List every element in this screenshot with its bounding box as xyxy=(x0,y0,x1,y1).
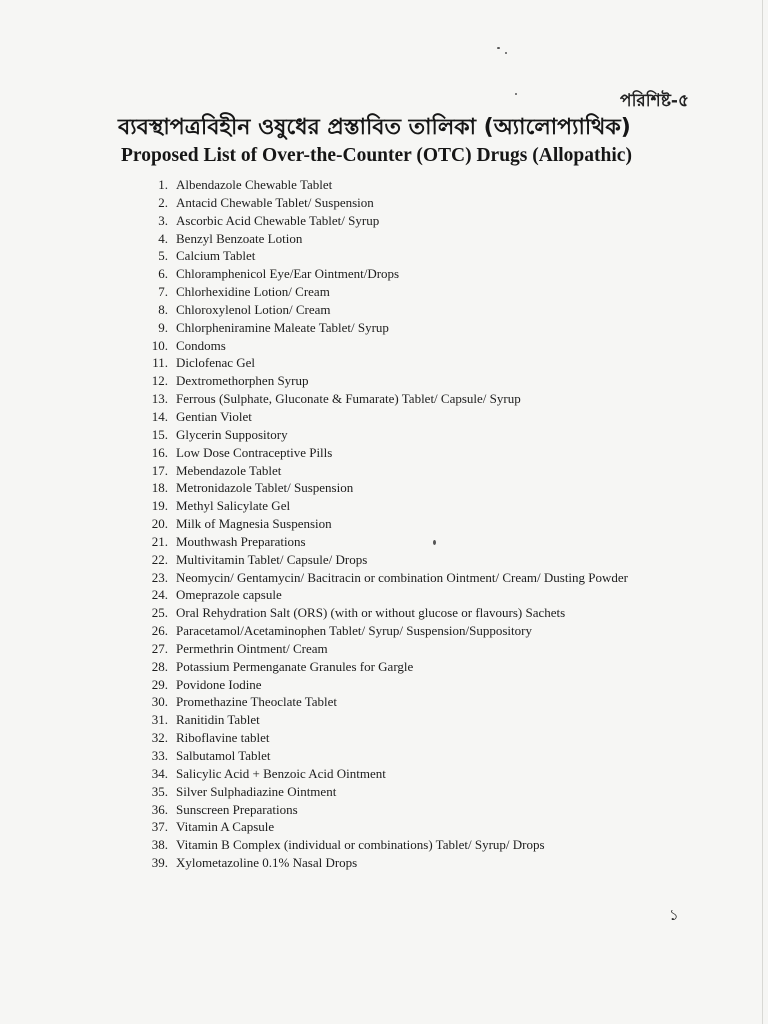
drug-number: 19. xyxy=(151,498,168,514)
drug-name: Permethrin Ointment/ Cream xyxy=(176,640,328,656)
title-bengali: ব্যবস্থাপত্রবিহীন ওষুধের প্রস্তাবিত তালিকা (অ্যালোপ্যাথিক) xyxy=(118,115,631,140)
drug-list-item xyxy=(138,372,628,390)
drug-list-item xyxy=(138,604,628,622)
drug-number: 35. xyxy=(151,783,168,799)
scan-speck xyxy=(515,93,517,95)
appendix-label: পরিশিষ্ট-৫ xyxy=(620,91,689,111)
drug-number: 11. xyxy=(152,355,168,371)
drug-number: 10. xyxy=(151,337,168,353)
drug-number: 2. xyxy=(158,194,168,210)
page-number: ১ xyxy=(669,906,679,924)
drug-name: Multivitamin Tablet/ Capsule/ Drops xyxy=(176,551,368,567)
drug-number: 33. xyxy=(151,748,168,763)
drug-number: 9. xyxy=(158,319,168,335)
drug-number: 13. xyxy=(151,391,168,407)
title-english: Proposed List of Over-the-Counter (OTC) Drugs (Allopathic) xyxy=(121,145,632,166)
drug-number: 21. xyxy=(151,533,168,549)
drug-name: Diclofenac Gel xyxy=(176,355,256,371)
drug-list-item xyxy=(138,194,628,212)
drug-name: Ranitidin Tablet xyxy=(176,712,260,728)
drug-list-item xyxy=(138,658,628,676)
drug-name: Promethazine Theoclate Tablet xyxy=(176,694,338,710)
drug-name: Glycerin Suppository xyxy=(176,426,288,442)
drug-number: 34. xyxy=(151,765,168,781)
drug-name: Metronidazole Tablet/ Suspension xyxy=(176,480,354,496)
drug-list-item xyxy=(138,497,628,515)
drug-list-item xyxy=(138,640,628,658)
drug-list-item xyxy=(138,479,628,497)
drug-number: 8. xyxy=(158,301,168,317)
drug-name: Povidone Iodine xyxy=(176,676,262,692)
scan-speck xyxy=(505,52,507,54)
drug-list-item xyxy=(138,444,628,462)
drug-name: Neomycin/ Gentamycin/ Bacitracin or combination Ointment/ Cream/ Dusting Powder xyxy=(176,569,629,585)
drug-name: Silver Sulphadiazine Ointment xyxy=(176,783,337,799)
drug-number: 3. xyxy=(158,212,168,228)
drug-name: Sunscreen Preparations xyxy=(176,801,298,817)
drug-name: Dextromethorphen Syrup xyxy=(176,373,309,389)
drug-list-item xyxy=(138,301,628,319)
drug-list-item xyxy=(138,426,628,444)
drug-number: 36. xyxy=(151,801,168,817)
drug-number: 6. xyxy=(158,266,168,282)
drug-name: Riboflavine tablet xyxy=(176,730,270,746)
drug-name: Antacid Chewable Tablet/ Suspension xyxy=(176,194,374,210)
drug-list-item xyxy=(138,390,628,408)
drug-number: 39. xyxy=(151,855,168,871)
drug-list-item xyxy=(138,783,628,801)
drug-list-item xyxy=(138,551,628,569)
drug-list-item xyxy=(138,176,628,194)
drug-name: Salicylic Acid + Benzoic Acid Ointment xyxy=(176,765,386,781)
drug-list-item xyxy=(138,818,628,836)
drug-list-item xyxy=(138,765,628,783)
drug-name: Mebendazole Tablet xyxy=(176,462,282,478)
drug-list-item xyxy=(138,676,628,694)
drug-number: 30. xyxy=(151,694,168,710)
drug-number: 28. xyxy=(151,658,168,674)
drug-list xyxy=(138,176,628,872)
drug-number: 23. xyxy=(151,569,168,585)
drug-name: Ferrous (Sulphate, Gluconate & Fumarate) Tablet/ Capsule/ Syrup xyxy=(176,391,521,407)
drug-number: 38. xyxy=(151,837,168,853)
drug-name: Chloroxylenol Lotion/ Cream xyxy=(176,301,331,317)
drug-list-item xyxy=(138,319,628,337)
page-edge-line xyxy=(762,0,763,1024)
drug-name: Mouthwash Preparations xyxy=(176,533,306,549)
drug-name: Milk of Magnesia Suspension xyxy=(176,516,332,532)
drug-name: Gentian Violet xyxy=(176,408,252,424)
drug-list-item xyxy=(138,354,628,372)
drug-name: Paracetamol/Acetaminophen Tablet/ Syrup/ Suspension/Suppository xyxy=(176,623,532,639)
drug-number: 20. xyxy=(151,516,168,532)
drug-list-item xyxy=(138,265,628,283)
drug-number: 1. xyxy=(158,177,168,192)
drug-number: 27. xyxy=(151,640,168,656)
drug-name: Potassium Permenganate Granules for Gargle xyxy=(176,658,414,674)
drug-number: 18. xyxy=(151,480,168,496)
drug-number: 15. xyxy=(151,426,168,442)
drug-number: 12. xyxy=(151,373,168,389)
drug-name: Salbutamol Tablet xyxy=(176,748,271,763)
drug-list-item xyxy=(138,212,628,230)
drug-list-item xyxy=(138,283,628,301)
drug-number: 37. xyxy=(151,819,168,835)
drug-list-item xyxy=(138,408,628,426)
drug-list-item xyxy=(138,622,628,640)
drug-list-item xyxy=(138,462,628,480)
drug-name: Chlorhexidine Lotion/ Cream xyxy=(176,284,330,300)
scan-speck xyxy=(497,47,500,49)
drug-name: Vitamin A Capsule xyxy=(176,819,275,835)
drug-name: Vitamin B Complex (individual or combinations) Tablet/ Syrup/ Drops xyxy=(176,837,545,853)
drug-list-item xyxy=(138,801,628,819)
drug-list-item xyxy=(138,693,628,711)
drug-list-item xyxy=(138,729,628,747)
drug-name: Condoms xyxy=(176,337,226,353)
drug-name: Xylometazoline 0.1% Nasal Drops xyxy=(176,855,358,871)
drug-number: 32. xyxy=(151,730,168,746)
drug-number: 26. xyxy=(151,623,168,639)
drug-number: 16. xyxy=(151,444,168,460)
drug-number: 31. xyxy=(151,712,168,728)
drug-number: 14. xyxy=(151,408,168,424)
drug-name: Albendazole Chewable Tablet xyxy=(176,177,333,192)
drug-name: Omeprazole capsule xyxy=(176,587,282,603)
drug-name: Oral Rehydration Salt (ORS) (with or without glucose or flavours) Sachets xyxy=(176,605,566,621)
drug-list-item xyxy=(138,747,628,765)
drug-number: 4. xyxy=(158,230,168,246)
drug-number: 7. xyxy=(158,284,168,300)
drug-name: Calcium Tablet xyxy=(176,248,256,264)
drug-list-item xyxy=(138,586,628,604)
drug-list-item xyxy=(138,836,628,854)
drug-number: 17. xyxy=(151,462,168,478)
drug-number: 29. xyxy=(151,676,168,692)
drug-name: Chloramphenicol Eye/Ear Ointment/Drops xyxy=(176,266,400,282)
drug-number: 24. xyxy=(151,587,168,603)
drug-name: Ascorbic Acid Chewable Tablet/ Syrup xyxy=(176,212,380,228)
drug-list-item xyxy=(138,854,628,872)
drug-name: Methyl Salicylate Gel xyxy=(176,498,291,514)
drug-list-item xyxy=(138,569,628,587)
drug-list-item xyxy=(138,515,628,533)
drug-list-item xyxy=(138,230,628,248)
drug-name: Chlorpheniramine Maleate Tablet/ Syrup xyxy=(176,319,389,335)
drug-list-item xyxy=(138,337,628,355)
drug-list-item xyxy=(138,711,628,729)
drug-name: Benzyl Benzoate Lotion xyxy=(176,230,303,246)
drug-list-item xyxy=(138,533,628,551)
drug-number: 5. xyxy=(158,248,168,264)
drug-list-item xyxy=(138,247,628,265)
drug-number: 25. xyxy=(151,605,168,621)
drug-name: Low Dose Contraceptive Pills xyxy=(176,444,333,460)
drug-number: 22. xyxy=(151,551,168,567)
